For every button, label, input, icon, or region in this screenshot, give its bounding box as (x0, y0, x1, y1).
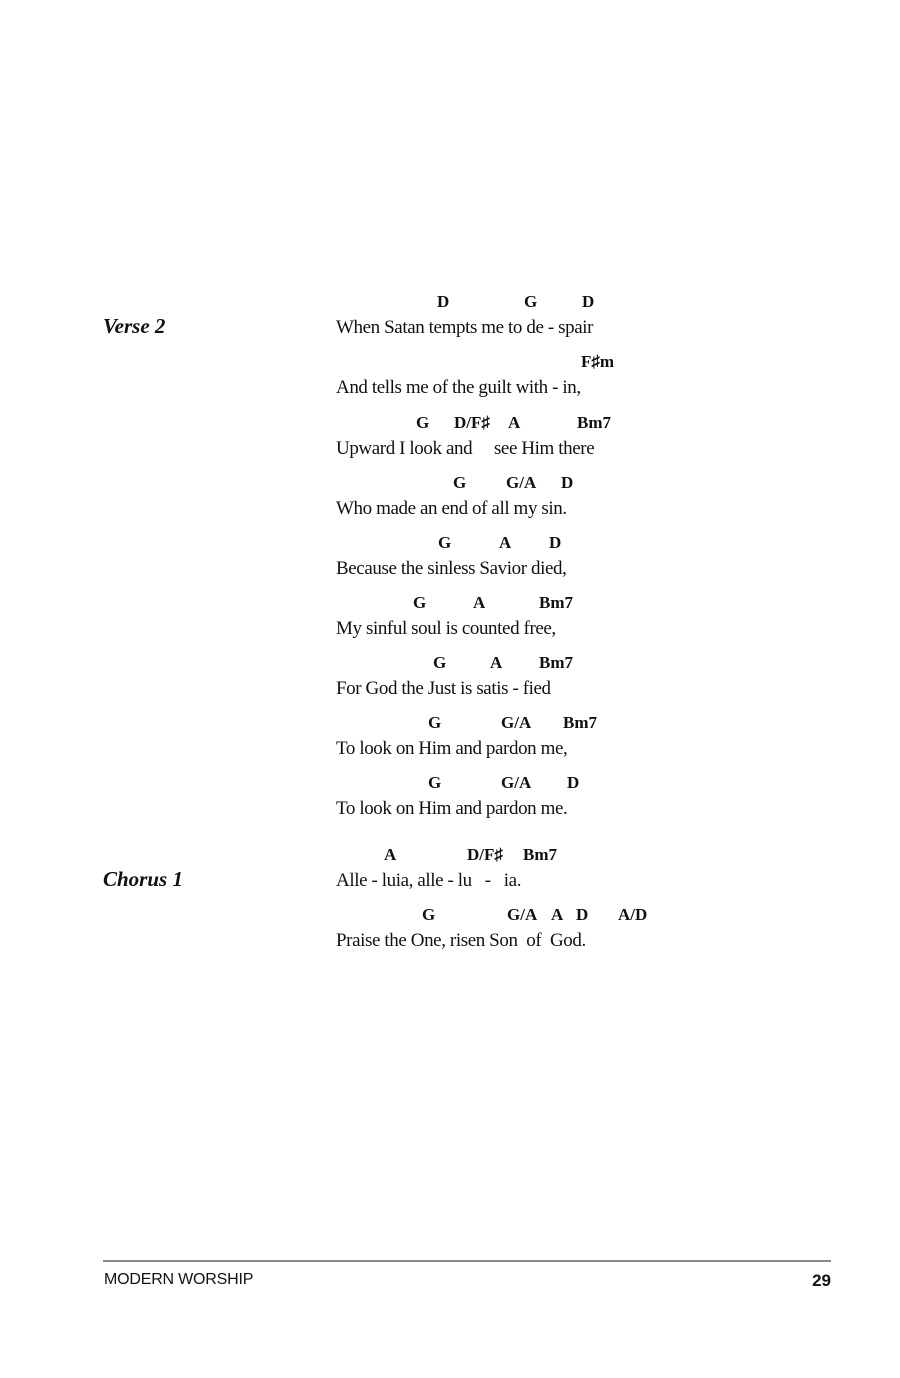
section-label-verse-2: Verse 2 (103, 314, 166, 338)
chord: D (437, 292, 450, 311)
chord: G/A (507, 905, 538, 924)
chord: Bm7 (539, 593, 573, 612)
lyric-text: Who made an end of all my sin. (336, 498, 567, 519)
chord: G (413, 593, 427, 612)
section-label-chorus-1: Chorus 1 (103, 867, 183, 891)
lyric-line (336, 773, 756, 829)
chord: Bm7 (523, 845, 557, 864)
chord: A (473, 593, 486, 612)
lyric-text: And tells me of the guilt with - in, (336, 377, 581, 398)
lyric-line (336, 593, 756, 649)
chord: G/A (506, 473, 537, 492)
chord: G/A (501, 713, 532, 732)
footer-book-title: MODERN WORSHIP (104, 1271, 254, 1288)
lyric-text: To look on Him and pardon me. (336, 798, 568, 819)
chord: G (453, 473, 467, 492)
chord: D (549, 533, 562, 552)
chord: G (428, 773, 442, 792)
lyric-line (336, 292, 756, 348)
chord: A (508, 413, 521, 432)
chord: D (567, 773, 580, 792)
chord: F♯m (581, 352, 615, 371)
lyric-text: For God the Just is satis - fied (336, 678, 551, 699)
chord: A (499, 533, 512, 552)
chord: Bm7 (539, 653, 573, 672)
chord: Bm7 (577, 413, 611, 432)
lyric-line (336, 533, 756, 589)
lyric-line (336, 845, 756, 901)
lyric-line (336, 653, 756, 709)
lyric-text: When Satan tempts me to de - spair (336, 317, 594, 338)
lyric-line (336, 473, 756, 529)
lyric-text: Because the sinless Savior died, (336, 558, 567, 579)
chord: D (582, 292, 595, 311)
lyric-text: My sinful soul is counted free, (336, 618, 556, 639)
lyric-line (336, 713, 756, 769)
chord: G (416, 413, 430, 432)
chord: A (490, 653, 503, 672)
chord: G/A (501, 773, 532, 792)
chord: D (576, 905, 589, 924)
lyric-line (336, 352, 756, 408)
chord: D/F♯ (467, 845, 503, 864)
chord: Bm7 (563, 713, 597, 732)
lyric-text: Upward I look and see Him there (336, 438, 595, 459)
chord: G (433, 653, 447, 672)
chord: A/D (618, 905, 648, 924)
chord: G (422, 905, 436, 924)
chord: A (384, 845, 397, 864)
chord: G (524, 292, 538, 311)
page-number: 29 (812, 1271, 831, 1290)
chord: A (551, 905, 564, 924)
footer-divider (103, 1260, 831, 1262)
lyric-text: Praise the One, risen Son of God. (336, 930, 586, 951)
lyric-text: To look on Him and pardon me, (336, 738, 568, 759)
lyric-text: Alle - luia, alle - lu - ia. (336, 870, 522, 891)
chord: G (428, 713, 442, 732)
chord: D/F♯ (454, 413, 490, 432)
lyric-line (336, 413, 756, 469)
chord: G (438, 533, 452, 552)
chord: D (561, 473, 574, 492)
lyric-line (336, 905, 756, 961)
